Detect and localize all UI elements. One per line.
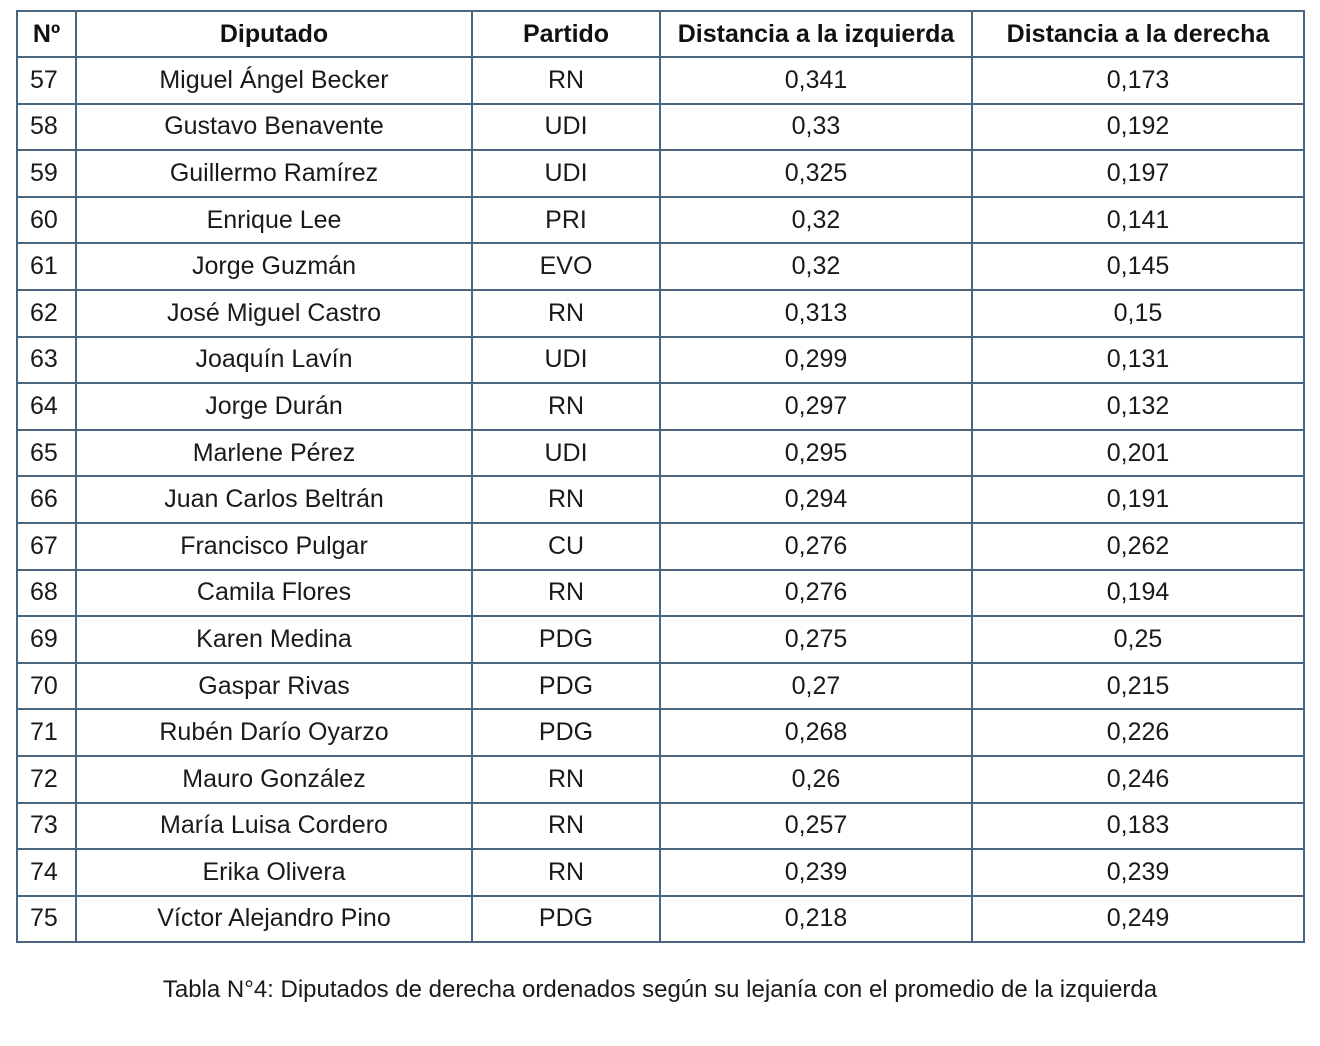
cell-numero: 61 [17,243,76,290]
cell-distancia-derecha: 0,215 [972,663,1304,710]
cell-distancia-izquierda: 0,299 [660,337,972,384]
cell-partido: EVO [472,243,660,290]
cell-numero: 64 [17,383,76,430]
cell-diputado: María Luisa Cordero [76,803,472,850]
cell-numero: 71 [17,709,76,756]
cell-distancia-izquierda: 0,325 [660,150,972,197]
cell-distancia-izquierda: 0,32 [660,197,972,244]
cell-distancia-derecha: 0,141 [972,197,1304,244]
cell-partido: PDG [472,663,660,710]
cell-numero: 59 [17,150,76,197]
cell-diputado: Jorge Durán [76,383,472,430]
cell-diputado: Juan Carlos Beltrán [76,476,472,523]
cell-numero: 67 [17,523,76,570]
cell-numero: 75 [17,896,76,943]
table-body [17,57,1304,942]
cell-distancia-derecha: 0,132 [972,383,1304,430]
cell-numero: 62 [17,290,76,337]
cell-partido: PRI [472,197,660,244]
cell-distancia-izquierda: 0,257 [660,803,972,850]
table-row [17,709,1304,756]
table-caption: Tabla N°4: Diputados de derecha ordenados según su lejanía con el promedio de la izquierda [162,976,1158,1003]
cell-partido: RN [472,849,660,896]
cell-distancia-derecha: 0,201 [972,430,1304,477]
cell-distancia-derecha: 0,226 [972,709,1304,756]
cell-distancia-derecha: 0,249 [972,896,1304,943]
cell-diputado: Camila Flores [76,570,472,617]
cell-numero: 68 [17,570,76,617]
cell-diputado: Mauro González [76,756,472,803]
cell-numero: 73 [17,803,76,850]
table-row [17,104,1304,151]
cell-partido: RN [472,57,660,104]
cell-partido: UDI [472,337,660,384]
cell-diputado: José Miguel Castro [76,290,472,337]
table-row [17,430,1304,477]
cell-distancia-derecha: 0,194 [972,570,1304,617]
cell-numero: 63 [17,337,76,384]
cell-numero: 57 [17,57,76,104]
cell-distancia-derecha: 0,246 [972,756,1304,803]
cell-distancia-izquierda: 0,218 [660,896,972,943]
header-partido: Partido [472,11,660,57]
cell-partido: RN [472,570,660,617]
cell-distancia-izquierda: 0,275 [660,616,972,663]
cell-distancia-izquierda: 0,294 [660,476,972,523]
header-diputado: Diputado [76,11,472,57]
cell-diputado: Gaspar Rivas [76,663,472,710]
cell-distancia-izquierda: 0,26 [660,756,972,803]
cell-distancia-izquierda: 0,276 [660,523,972,570]
cell-numero: 65 [17,430,76,477]
cell-distancia-derecha: 0,191 [972,476,1304,523]
table-row [17,756,1304,803]
cell-distancia-derecha: 0,173 [972,57,1304,104]
cell-distancia-izquierda: 0,295 [660,430,972,477]
table-row [17,849,1304,896]
cell-distancia-derecha: 0,192 [972,104,1304,151]
cell-partido: RN [472,476,660,523]
cell-partido: PDG [472,896,660,943]
cell-numero: 58 [17,104,76,151]
cell-numero: 72 [17,756,76,803]
cell-numero: 70 [17,663,76,710]
cell-partido: PDG [472,709,660,756]
cell-numero: 66 [17,476,76,523]
cell-numero: 60 [17,197,76,244]
cell-numero: 69 [17,616,76,663]
table-row [17,663,1304,710]
cell-distancia-derecha: 0,145 [972,243,1304,290]
cell-partido: PDG [472,616,660,663]
cell-diputado: Joaquín Lavín [76,337,472,384]
table-row [17,290,1304,337]
cell-distancia-derecha: 0,131 [972,337,1304,384]
cell-diputado: Karen Medina [76,616,472,663]
cell-distancia-izquierda: 0,268 [660,709,972,756]
header-distancia-izquierda: Distancia a la izquierda [660,11,972,57]
cell-partido: CU [472,523,660,570]
cell-diputado: Erika Olivera [76,849,472,896]
cell-diputado: Marlene Pérez [76,430,472,477]
header-distancia-derecha: Distancia a la derecha [972,11,1304,57]
table-row [17,243,1304,290]
diputados-table [16,10,1305,943]
cell-distancia-derecha: 0,15 [972,290,1304,337]
cell-distancia-izquierda: 0,27 [660,663,972,710]
cell-distancia-derecha: 0,183 [972,803,1304,850]
cell-distancia-derecha: 0,197 [972,150,1304,197]
table-row [17,523,1304,570]
cell-partido: RN [472,290,660,337]
table-row [17,337,1304,384]
cell-distancia-derecha: 0,25 [972,616,1304,663]
cell-diputado: Guillermo Ramírez [76,150,472,197]
table-row [17,383,1304,430]
table-row [17,616,1304,663]
cell-diputado: Enrique Lee [76,197,472,244]
table-row [17,803,1304,850]
header-numero: Nº [17,11,76,57]
cell-diputado: Rubén Darío Oyarzo [76,709,472,756]
table-row [17,57,1304,104]
cell-diputado: Miguel Ángel Becker [76,57,472,104]
cell-partido: RN [472,756,660,803]
cell-partido: RN [472,383,660,430]
cell-distancia-izquierda: 0,341 [660,57,972,104]
cell-distancia-izquierda: 0,276 [660,570,972,617]
cell-partido: UDI [472,150,660,197]
cell-distancia-derecha: 0,239 [972,849,1304,896]
cell-diputado: Francisco Pulgar [76,523,472,570]
cell-distancia-izquierda: 0,33 [660,104,972,151]
table-row [17,570,1304,617]
header-row [17,11,1304,57]
cell-partido: UDI [472,430,660,477]
cell-distancia-izquierda: 0,32 [660,243,972,290]
cell-diputado: Víctor Alejandro Pino [76,896,472,943]
table-row [17,896,1304,943]
cell-partido: UDI [472,104,660,151]
cell-diputado: Gustavo Benavente [76,104,472,151]
table-row [17,197,1304,244]
cell-distancia-izquierda: 0,239 [660,849,972,896]
cell-diputado: Jorge Guzmán [76,243,472,290]
table-row [17,150,1304,197]
cell-distancia-izquierda: 0,297 [660,383,972,430]
table-row [17,476,1304,523]
cell-distancia-izquierda: 0,313 [660,290,972,337]
cell-partido: RN [472,803,660,850]
cell-numero: 74 [17,849,76,896]
cell-distancia-derecha: 0,262 [972,523,1304,570]
